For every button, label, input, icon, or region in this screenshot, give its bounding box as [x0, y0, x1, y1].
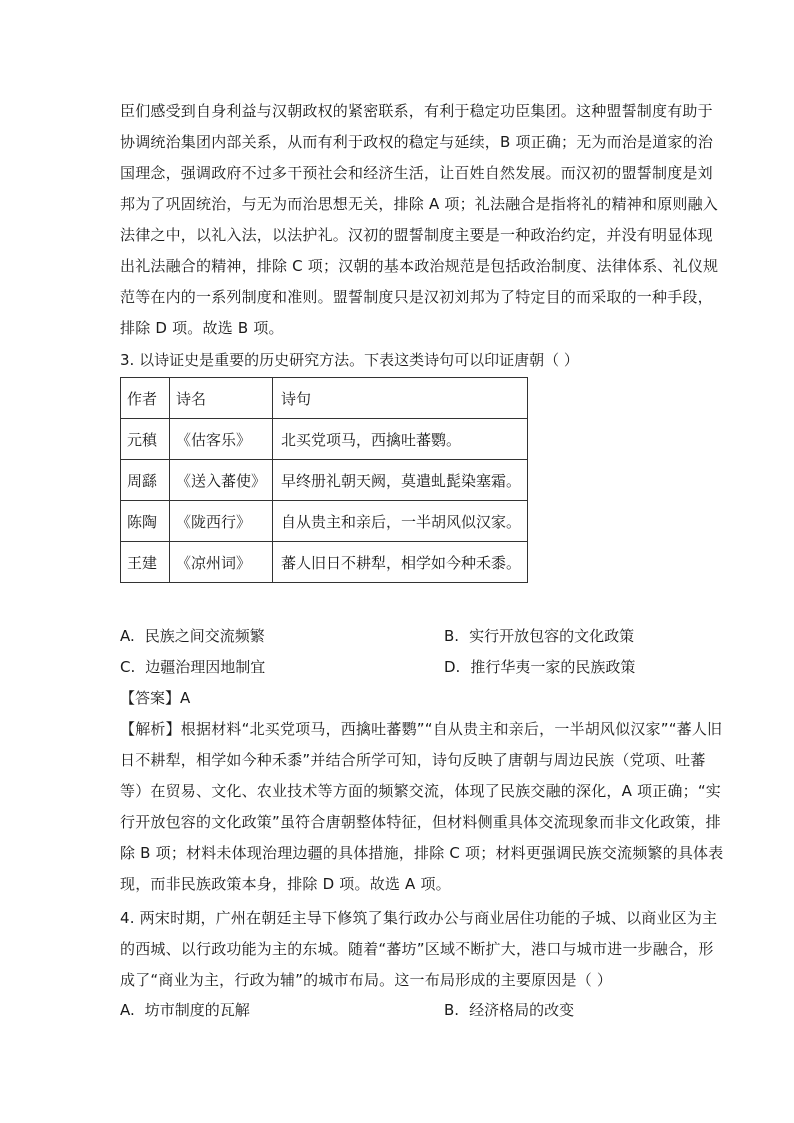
table-cell-verse: 北买党项马，西擒吐蕃鹦。 [273, 419, 528, 460]
answer-label: 【答案】A [120, 689, 191, 707]
text-line: 法律之中，以礼入法，以法护礼。汉初的盟誓制度主要是一种政治约定，并没有明显体现 [120, 226, 713, 244]
table-cell-verse: 早终册礼朝天阙，莫遣虬髭染塞霜。 [273, 460, 528, 501]
text-line: 国理念，强调政府不过多干预社会和经济生活，让百姓自然发展。而汉初的盟誓制度是刘 [120, 164, 713, 182]
option-text: 民族之间交流频繁 [144, 627, 265, 645]
text-line: 行开放包容的文化政策”虽符合唐朝整体特征，但材料侧重具体交流现象而非文化政策，排 [120, 813, 721, 831]
table-row [121, 460, 528, 501]
table-cell-verse: 自从贵主和亲后，一半胡风似汉家。 [273, 501, 528, 542]
text-line: 臣们感受到自身利益与汉朝政权的紧密联系，有利于稳定功臣集团。这种盟誓制度有助于 [120, 102, 713, 120]
table-row [121, 542, 528, 583]
previous-analysis-continuation [120, 96, 719, 344]
text-line: 协调统治集团内部关系，从而有利于政权的稳定与延续，B 项正确；无为而治是道家的治 [120, 133, 714, 151]
option-letter: D. [444, 658, 461, 676]
text-line: 的西城、以行政功能为主的东城。随着“蕃坊”区域不断扩大，港口与城市进一步融合，形 [120, 940, 714, 958]
question-4-stem [120, 903, 718, 996]
table-cell-title: 《陇西行》 [170, 501, 273, 542]
text-line: 现，而非民族政策本身，排除 D 项。故选 A 项。 [120, 875, 451, 893]
text-line: 等）在贸易、文化、农业技术等方面的频繁交流，体现了民族交融的深化，A 项正确；“实 [120, 782, 722, 800]
option-letter: A. [120, 627, 135, 645]
option-letter: A. [120, 1001, 135, 1019]
table-cell-title: 《凉州词》 [170, 542, 273, 583]
option-text: 坊市制度的瓦解 [144, 1001, 250, 1019]
table-row [121, 501, 528, 542]
question-3-analysis [120, 714, 724, 900]
option-text: 边疆治理因地制宜 [145, 658, 266, 676]
text-line: 邦为了巩固统治，与无为而治思想无关，排除 A 项；礼法融合是指将礼的精神和原则融入 [120, 195, 719, 213]
table-cell-title: 《估客乐》 [170, 419, 273, 460]
table-cell-author: 元稹 [121, 419, 170, 460]
table-cell-verse: 蕃人旧日不耕犁，相学如今种禾黍。 [273, 542, 528, 583]
text-line: 4. 两宋时期，广州在朝廷主导下修筑了集行政办公与商业居住功能的子城、以商业区为主 [120, 909, 718, 927]
table-header-author: 作者 [121, 378, 170, 419]
option-text: 推行华夷一家的民族政策 [470, 658, 636, 676]
option-letter: B. [444, 627, 460, 645]
option-letter: C. [120, 658, 136, 676]
text-line: 范等在内的一系列制度和准则。盟誓制度只是汉初刘邦为了特定目的而采取的一种手段， [120, 288, 713, 306]
text-line: 成了“商业为主，行政为辅”的城市布局。这一布局形成的主要原因是（ ） [120, 971, 613, 989]
table-cell-author: 陈陶 [121, 501, 170, 542]
option-b[interactable] [444, 626, 634, 646]
option-text: 实行开放包容的文化政策 [469, 627, 635, 645]
option-c[interactable] [120, 657, 265, 677]
option-b[interactable] [444, 1000, 574, 1020]
question-3-stem: 3. 以诗证史是重要的历史研究方法。下表这类诗句可以印证唐朝（ ） [120, 351, 579, 369]
table-header-title: 诗名 [170, 378, 273, 419]
table-row [121, 419, 528, 460]
option-a[interactable] [120, 1000, 250, 1020]
option-a[interactable] [120, 626, 265, 646]
text-line: 【解析】根据材料“北买党项马，西擒吐蕃鹦”“自从贵主和亲后，一半胡风似汉家”“蕃人旧 [120, 720, 723, 738]
text-line: 日不耕犁，相学如今种禾黍”并结合所学可知，诗句反映了唐朝与周边民族（党项、吐蕃 [120, 751, 706, 769]
table-cell-author: 王建 [121, 542, 170, 583]
text-line: 除 B 项；材料未体现治理边疆的具体措施，排除 C 项；材料更强调民族交流频繁的具体表 [120, 844, 724, 862]
poem-table [120, 377, 528, 583]
table-header-row [121, 378, 528, 419]
option-letter: B. [444, 1001, 460, 1019]
text-line: 出礼法融合的精神，排除 C 项；汉朝的基本政治规范是包括政治制度、法律体系、礼仪规 [120, 257, 719, 275]
option-d[interactable] [444, 657, 635, 677]
table-cell-title: 《送入蕃使》 [170, 460, 273, 501]
table-cell-author: 周繇 [121, 460, 170, 501]
option-text: 经济格局的改变 [469, 1001, 575, 1019]
text-line: 排除 D 项。故选 B 项。 [120, 319, 284, 337]
table-header-verse: 诗句 [273, 378, 528, 419]
